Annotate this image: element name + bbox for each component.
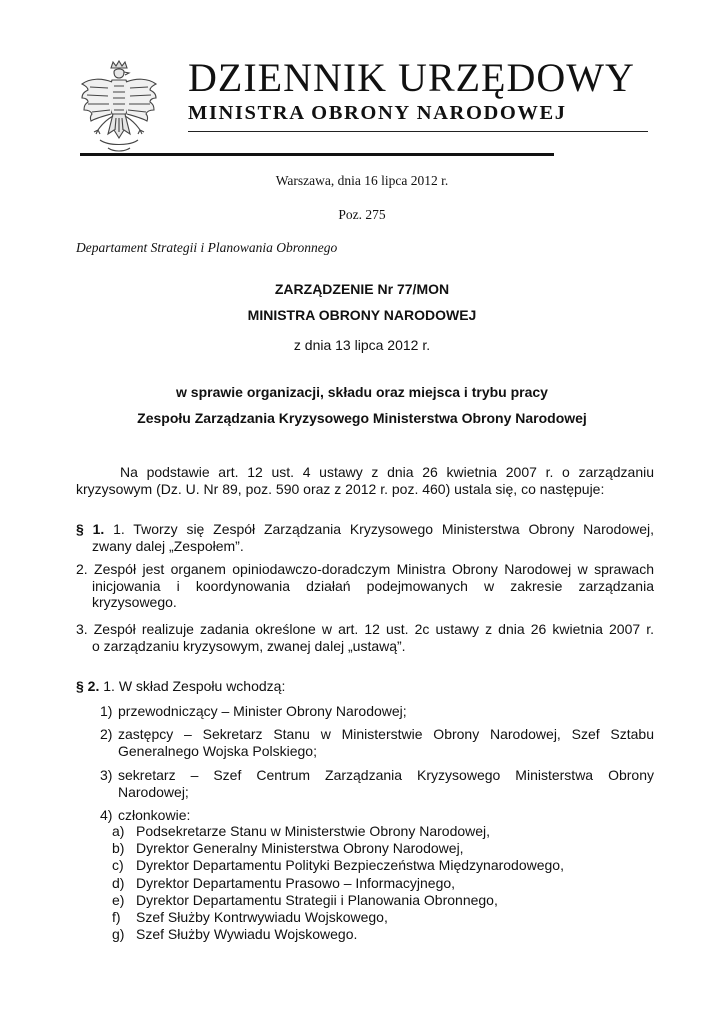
section-1-p1-line-2: zwany dalej „Zespołem”. (92, 537, 244, 554)
list-item-text: Dyrektor Departamentu Strategii i Planowania Obronnego, (136, 891, 498, 908)
section-1-paragraph-3 (76, 621, 654, 654)
section-2-mark: § 2. (76, 678, 100, 694)
list-item (112, 857, 564, 874)
item-2-number: 2) (100, 726, 113, 742)
list-item-letter: e) (112, 891, 125, 908)
section-1-mark: § 1. (76, 521, 105, 537)
item-4-number: 4) (100, 807, 113, 823)
section-1-p2-line-1: 2. Zespół jest organem opiniodawczo-doradczym Ministra Obrony Narodowej w sprawach (76, 561, 654, 577)
list-item-letter: b) (112, 840, 125, 857)
section-1-p3-line-1: 3. Zespół realizuje zadania określone w art. 12 ust. 2c ustawy z dnia 26 kwietnia 2007 r. (76, 621, 654, 637)
list-item (112, 892, 564, 909)
list-item-text: Dyrektor Departamentu Prasowo – Informacyjnego, (136, 874, 456, 891)
list-item-letter: a) (112, 823, 125, 839)
item-1-text: przewodniczący – Minister Obrony Narodowej; (118, 703, 407, 719)
intro-paragraph (76, 464, 654, 497)
eagle-emblem-icon (78, 60, 160, 156)
intro-line-2: kryzysowym (Dz. U. Nr 89, poz. 590 oraz z 2012 r. poz. 460) ustala się, co następuje: (76, 480, 605, 497)
publication-date: Warszawa, dnia 16 lipca 2012 r. (275, 173, 449, 188)
header-divider (80, 153, 554, 156)
list-item-letter: f) (112, 909, 121, 926)
order-date: z dnia 13 lipca 2012 r. (293, 337, 431, 353)
order-title: ZARZĄDZENIE Nr 77/MON (274, 281, 450, 297)
composition-item-1 (100, 703, 654, 720)
list-item-letter: c) (112, 857, 124, 874)
intro-line-1: Na podstawie art. 12 ust. 4 ustawy z dnia 26 kwietnia 2007 r. o zarządzaniu (120, 464, 654, 480)
list-item (112, 926, 564, 943)
masthead-title: DZIENNIK URZĘDOWY (188, 55, 635, 100)
order-issuer: MINISTRA OBRONY NARODOWEJ (247, 307, 477, 323)
item-2-line-2: Generalnego Wojska Polskiego; (118, 742, 317, 759)
department-name: Departament Strategii i Planowania Obronnego (76, 240, 338, 255)
subject-line-2: Zespołu Zarządzania Kryzysowego Ministerstwa Obrony Narodowej (137, 410, 587, 426)
list-item-text: Dyrektor Generalny Ministerstwa Obrony Narodowej, (136, 840, 464, 857)
item-3-number: 3) (100, 767, 113, 783)
masthead-subtitle: MINISTRA OBRONY NARODOWEJ (188, 102, 567, 124)
composition-item-3 (100, 767, 654, 800)
list-item-text: Szef Służby Kontrwywiadu Wojskowego, (136, 909, 388, 926)
list-item-text: Dyrektor Departamentu Polityki Bezpieczeństwa Międzynarodowego, (136, 857, 564, 874)
item-2-line-1: zastępcy – Sekretarz Stanu w Ministerstwie Obrony Narodowej, Szef Sztabu (118, 726, 654, 742)
section-2-head-text: 1. W skład Zespołu wchodzą: (103, 678, 286, 694)
list-item-letter: d) (112, 874, 125, 891)
section-1-p2-line-3: kryzysowego. (92, 594, 177, 610)
section-1-paragraph-2 (76, 561, 654, 611)
section-1-p1-line-1: 1. Tworzy się Zespół Zarządzania Kryzysowego Ministerstwa Obrony Narodowej, (113, 521, 654, 537)
position-number: Poz. 275 (338, 207, 386, 222)
list-item (112, 823, 564, 840)
item-3-line-2: Narodowej; (118, 783, 189, 800)
composition-item-4 (100, 807, 654, 824)
list-item (112, 875, 564, 892)
list-item-text: Szef Służby Wywiadu Wojskowego. (136, 926, 358, 943)
list-item-text: Podsekretarze Stanu w Ministerstwie Obrony Narodowej, (136, 823, 491, 839)
item-4-text: członkowie: (118, 807, 191, 823)
section-1-paragraph-1 (76, 521, 654, 554)
masthead-divider (188, 131, 648, 132)
members-list (112, 823, 564, 943)
section-1-p2-line-2: inicjowania i koordynowania działań podejmowanych w zakresie zarządzania (92, 577, 654, 594)
item-1-number: 1) (100, 703, 113, 719)
list-item-letter: g) (112, 926, 125, 943)
item-3-line-1: sekretarz – Szef Centrum Zarządzania Kryzysowego Ministerstwa Obrony (118, 767, 654, 783)
section-2-heading (76, 678, 654, 695)
section-1-p3-line-2: o zarządzaniu kryzysowym, zwanej dalej „ustawą”. (92, 637, 406, 654)
subject-line-1: w sprawie organizacji, składu oraz miejsca i trybu pracy (176, 384, 548, 400)
list-item (112, 909, 564, 926)
composition-item-2 (100, 726, 654, 759)
list-item (112, 840, 564, 857)
